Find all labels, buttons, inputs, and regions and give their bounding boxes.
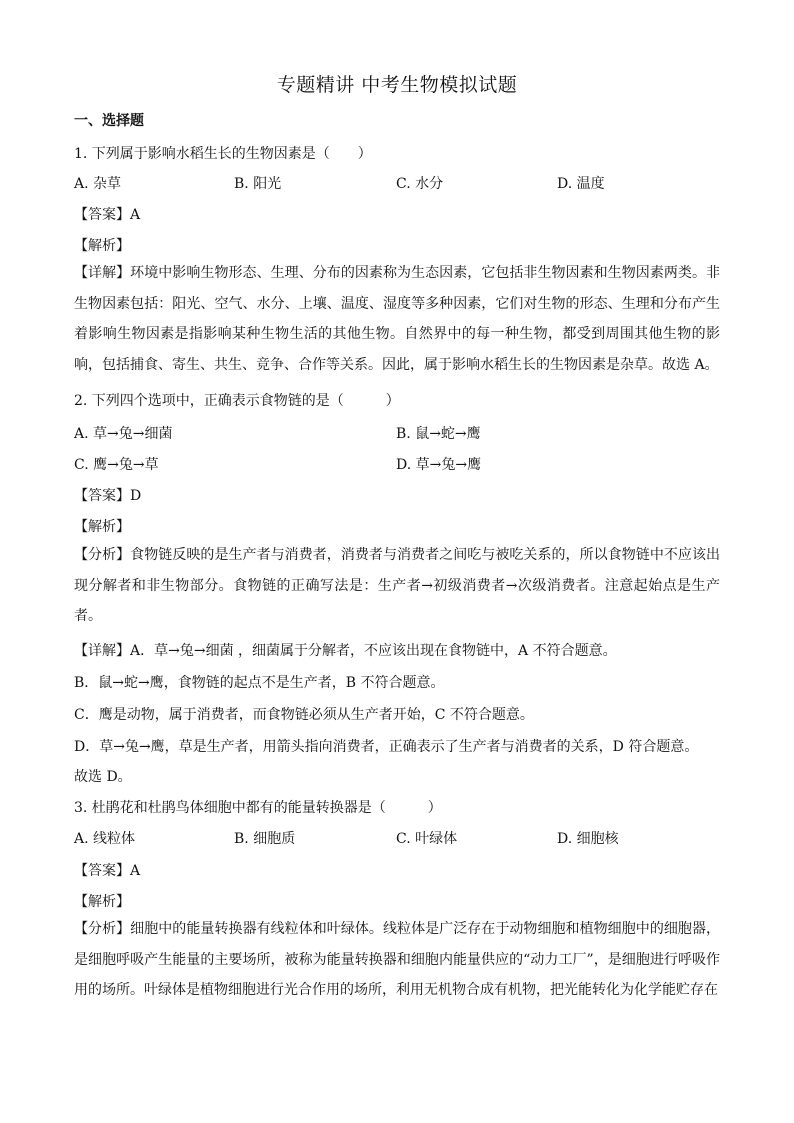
q1-option-d: D. 温度 (557, 176, 605, 192)
q1-answer: 【答案】A (74, 207, 141, 223)
q2-detail-b: B．鼠→蛇→鹰，食物链的起点不是生产者，B 不符合题意。 (74, 675, 445, 691)
page-title: 专题精讲 中考生物模拟试题 (276, 74, 518, 96)
q2-option-c: C. 鹰→兔→草 (74, 457, 159, 473)
q3-stem: 3. 杜鹃花和杜鹃鸟体细胞中都有的能量转换器是（ ） (74, 800, 442, 816)
q3-option-a: A. 线粒体 (74, 831, 136, 847)
q2-detail-c: C．鹰是动物，属于消费者，而食物链必须从生产者开始，C 不符合题意。 (74, 707, 534, 723)
q2-analysis-label: 【解析】 (74, 519, 130, 535)
q3-option-b: B. 细胞质 (234, 831, 296, 847)
q2-option-d: D. 草→兔→鹰 (396, 457, 482, 473)
q1-detail: 【详解】环境中影响生物形态、生理、分布的因素称为生态因素，它包括非生物因素和生物因素两类。非生物因素包括：阳光、空气、水分、上壤、温度、湿度等多种因素，它们对生物的形态、生理和分布产生着影响生物因素是指影响某种生物生活的其他生物。自然界中的每一种生物，都受到周围其他生物的影响，包括捕食、寄生、共生、竞争、合作等关系。因此，属于影响水稻生长的生物因素是杂草。故选 A。 (74, 265, 720, 373)
q2-analysis: 【分析】食物链反映的是生产者与消费者，消费者与消费者之间吃与被吃关系的，所以食物链中不应该出现分解者和非生物部分。食物链的正确写法是：生产者→初级消费者→次级消费者。注意起始点是生产者。 (74, 547, 720, 625)
q1-option-c: C. 水分 (396, 176, 444, 192)
q2-answer: 【答案】D (74, 488, 142, 504)
q2-detail-d: D．草→兔→鹰，草是生产者，用箭头指向消费者，正确表示了生产者与消费者的关系，D 符合题意。 (74, 739, 699, 755)
q2-stem: 2. 下列四个选项中，正确表示食物链的是（ ） (74, 393, 400, 409)
q2-conclusion: 故选 D。 (74, 769, 132, 785)
section-heading: 一、选择题 (74, 113, 144, 129)
q3-answer: 【答案】A (74, 863, 141, 879)
q1-stem: 1. 下列属于影响水稻生长的生物因素是（ ） (74, 146, 372, 162)
q3-option-d: D. 细胞核 (557, 831, 619, 847)
q3-analysis-label: 【解析】 (74, 894, 130, 910)
q3-option-c: C. 叶绿体 (396, 831, 458, 847)
q3-analysis: 【分析】细胞中的能量转换器有线粒体和叶绿体。线粒体是广泛存在于动物细胞和植物细胞中的细胞器，是细胞呼吸产生能量的主要场所，被称为能量转换器和细胞内能量供应的“动力工厂”，是细胞进行呼吸作用的场所。叶绿体是植物细胞进行光合作用的场所，利用无机物合成有机物，把光能转化为化学能贮存在 (74, 921, 720, 999)
q1-option-b: B. 阳光 (234, 176, 282, 192)
q2-option-b: B. 鼠→蛇→鹰 (396, 426, 481, 442)
q1-option-a: A. 杂草 (74, 176, 122, 192)
q2-option-a: A. 草→兔→细菌 (74, 426, 173, 442)
q2-detail-a: 【详解】A．草→兔→细菌 ，细菌属于分解者，不应该出现在食物链中，A 不符合题意。 (74, 643, 617, 659)
q1-analysis-label: 【解析】 (74, 238, 130, 254)
